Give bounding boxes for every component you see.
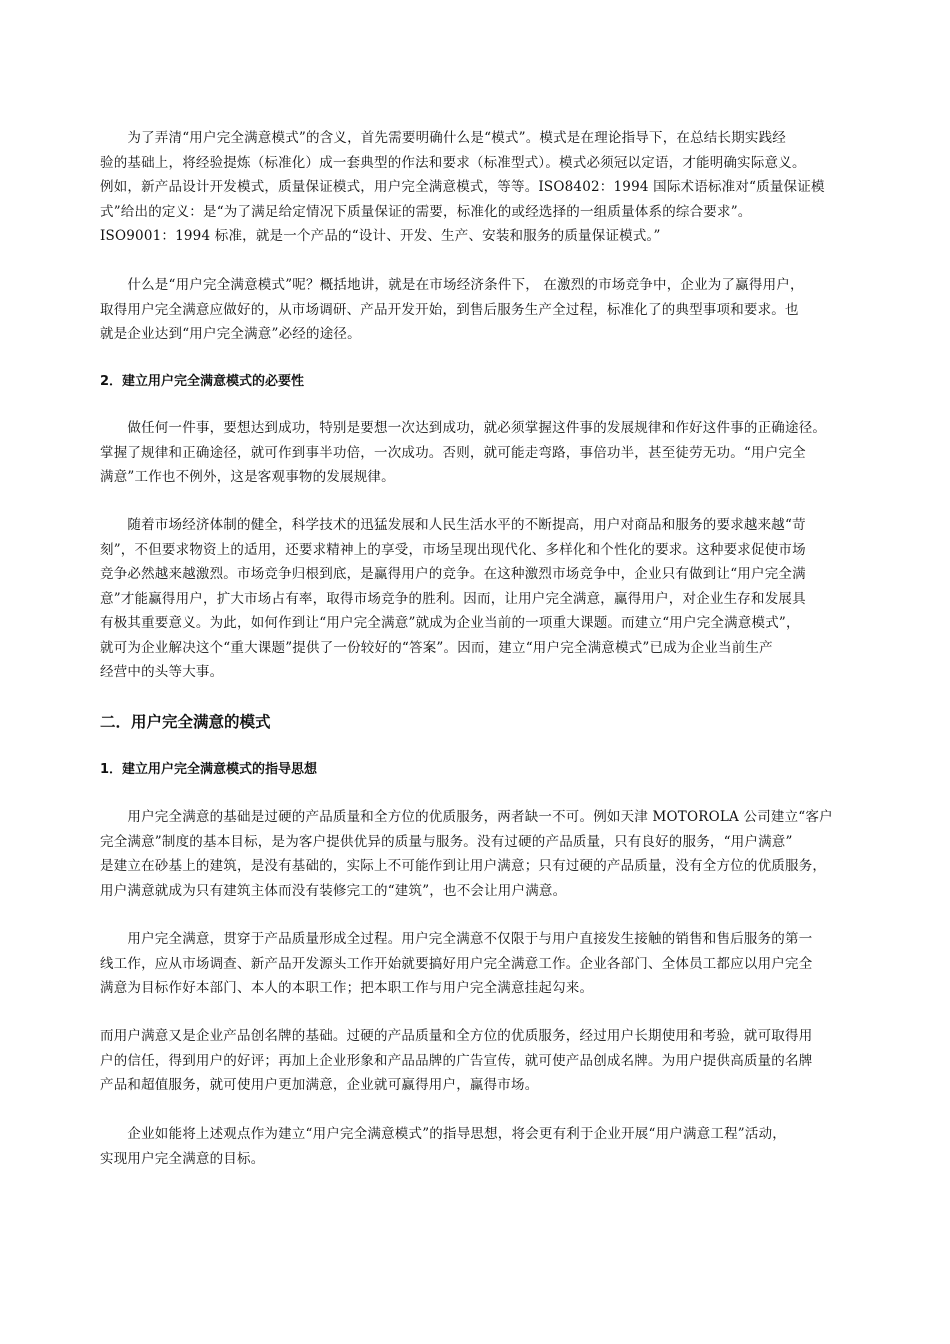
paragraph-line: ISO9001：1994 标准，就是一个产品的“设计、开发、生产、安装和服务的质量保证模式。”	[100, 228, 661, 244]
paragraph-line: 掌握了规律和正确途径，就可作到事半功倍，一次成功。否则，就可能走弯路，事倍功半，甚至徒劳无功。“用户完全	[100, 444, 806, 461]
paragraph-line: 用户满意就成为只有建筑主体而没有装修完工的“建筑”，也不会让用户满意。	[100, 882, 567, 899]
paragraph-brand-foundation	[100, 1024, 856, 1098]
paragraph-mode-definition	[100, 126, 856, 249]
paragraph-line: 企业如能将上述观点作为建立“用户完全满意模式”的指导思想，将会更有利于企业开展“用户满意工程”活动，	[100, 1126, 787, 1142]
paragraph-line: 刻”，不但要求物资上的适用，还要求精神上的享受，市场呈现出现代化、多样化和个性化的要求。这种要求促使市场	[100, 541, 806, 558]
paragraph-line: 而用户满意又是企业产品创名牌的基础。过硬的产品质量和全方位的优质服务，经过用户长期使用和考验，就可取得用	[100, 1028, 813, 1044]
heading-necessity: 2．建立用户完全满意模式的必要性	[100, 374, 305, 389]
paragraph-line: 用户完全满意的基础是过硬的产品质量和全方位的优质服务，两者缺一不可。例如天津 MOTOROLA 公司建立“客户	[100, 809, 833, 825]
paragraph-line: 是建立在砂基上的建筑，是没有基础的，实际上不可能作到让用户满意；只有过硬的产品质量，没有全方位的优质服务，	[100, 858, 827, 874]
paragraph-line: 就是企业达到“用户完全满意”必经的途径。	[100, 326, 361, 342]
paragraph-line: 经营中的头等大事。	[100, 664, 224, 680]
paragraph-line: 例如，新产品设计开发模式，质量保证模式，用户完全满意模式，等等。ISO8402：1994 国际术语标准对“质量保证模	[100, 179, 825, 195]
paragraph-doing-anything	[100, 416, 856, 490]
paragraph-line: 意”才能赢得用户，扩大市场占有率，取得市场竞争的胜利。因而，让用户完全满意，赢得用户，对企业生存和发展具	[100, 590, 806, 607]
paragraph-line: 用户完全满意，贯穿于产品质量形成全过程。用户完全满意不仅限于与用户直接发生接触的销售和售后服务的第一	[100, 931, 813, 947]
paragraph-line: 满意为目标作好本部门、本人的本职工作；把本职工作与用户完全满意挂起勾来。	[100, 980, 594, 996]
paragraph-market-economy	[100, 513, 856, 685]
paragraph-line: 什么是“用户完全满意模式”呢？概括地讲，就是在市场经济条件下， 在激烈的市场竞争中，企业为了赢得用户，	[100, 277, 804, 293]
paragraph-line: 实现用户完全满意的目标。	[100, 1150, 265, 1167]
paragraph-line: 就可为企业解决这个“重大课题”提供了一份较好的“答案”。因而，建立“用户完全满意模式”已成为企业当前生产	[100, 639, 773, 656]
paragraph-line: 线工作，应从市场调查、新产品开发源头工作开始就要搞好用户完全满意工作。企业各部门、全体员工都应以用户完全	[100, 955, 813, 972]
heading-section-two: 二．用户完全满意的模式	[100, 713, 271, 731]
paragraph-line: 满意”工作也不例外，这是客观事物的发展规律。	[100, 469, 395, 485]
paragraph-line: 完全满意”制度的基本目标，是为客户提供优异的质量与服务。没有过硬的产品质量，只有良好的服务，“用户满意”	[100, 833, 793, 850]
paragraph-line: 取得用户完全满意应做好的，从市场调研、产品开发开始，到售后服务生产全过程，标准化了的典型事项和要求。也	[100, 301, 799, 318]
paragraph-what-is-model	[100, 273, 856, 347]
paragraph-quality-and-service	[100, 805, 856, 903]
paragraph-line: 为了弄清“用户完全满意模式”的含义，首先需要明确什么是“模式”。模式是在理论指导下，在总结长期实践经	[100, 130, 787, 146]
paragraph-line: 户的信任，得到用户的好评；再加上企业形象和产品品牌的广告宣传，就可使产品创成名牌。为用户提供高质量的名牌	[100, 1052, 813, 1069]
paragraph-line: 竞争必然越来越激烈。市场竞争归根到底，是赢得用户的竞争。在这种激烈市场竞争中，企业只有做到让“用户完全满	[100, 566, 806, 582]
paragraph-line: 有极其重要意义。为此，如何作到让“用户完全满意”就成为企业当前的一项重大课题。而建立“用户完全满意模式”，	[100, 615, 800, 631]
paragraph-line: 产品和超值服务，就可使用户更加满意，企业就可赢得用户，赢得市场。	[100, 1077, 539, 1093]
heading-guiding-thought: 1．建立用户完全满意模式的指导思想	[100, 762, 318, 777]
paragraph-line: 验的基础上，将经验提炼（标准化）成一套典型的作法和要求（标准型式）。模式必须冠以定语，才能明确实际意义。	[100, 154, 806, 171]
paragraph-line: 随着市场经济体制的健全，科学技术的迅猛发展和人民生活水平的不断提高，用户对商品和服务的要求越来越“苛	[100, 517, 806, 533]
paragraph-line: 做任何一件事，要想达到成功，特别是要想一次达到成功，就必须掌握这件事的发展规律和作好这件事的正确途径。	[100, 420, 827, 436]
paragraph-whole-process	[100, 927, 856, 1001]
paragraph-line: 式”给出的定义：是“为了满足给定情况下质量保证的需要，标准化的或经选择的一组质量体系的综合要求”。	[100, 203, 752, 220]
paragraph-conclusion	[100, 1122, 856, 1171]
